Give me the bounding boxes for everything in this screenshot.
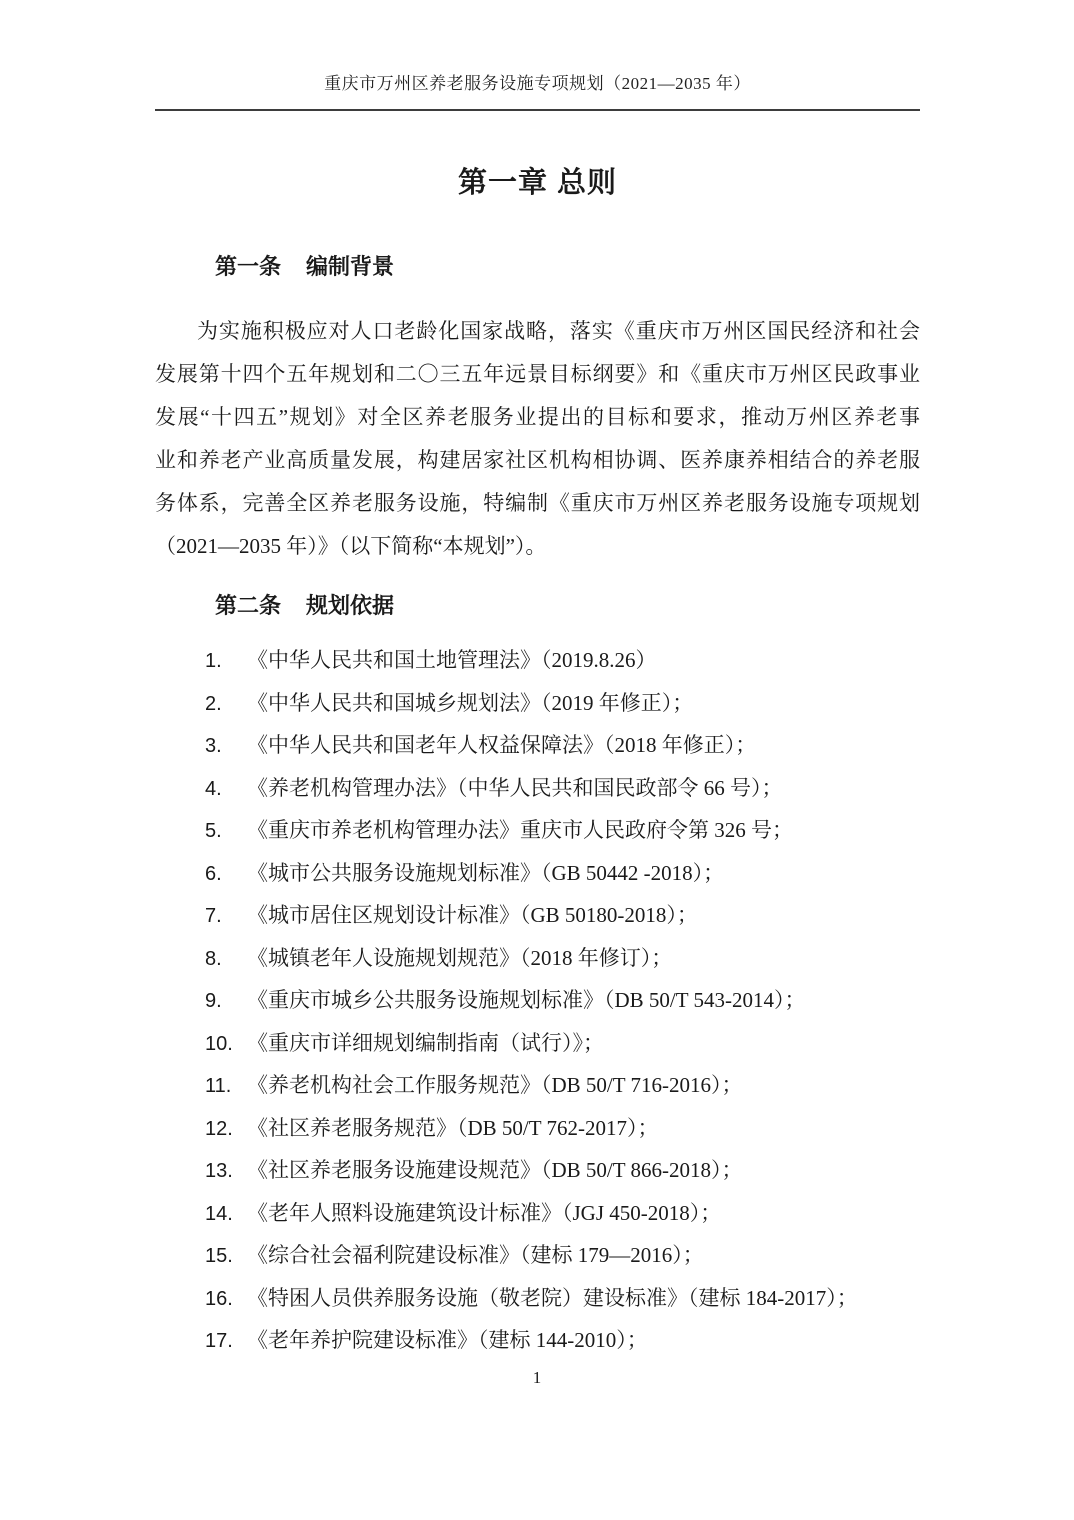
list-item-number: 9. xyxy=(205,990,222,1012)
list-item xyxy=(155,1064,920,1107)
reference-list xyxy=(155,639,920,1362)
list-item-text: 《养老机构管理办法》（中华人民共和国民政部令 66 号）； xyxy=(247,775,783,800)
list-item-number: 3. xyxy=(205,735,222,757)
list-item xyxy=(155,767,920,810)
running-header xyxy=(155,72,920,111)
list-item xyxy=(155,724,920,767)
page-number: 1 xyxy=(532,1368,542,1387)
article-number: 第一条 xyxy=(215,254,282,279)
list-item-text: 《中华人民共和国城乡规划法》（2019 年修正）； xyxy=(247,690,694,715)
list-item-number: 17. xyxy=(205,1330,233,1352)
list-item xyxy=(155,1107,920,1150)
paragraph-line: 业和养老产业高质量发展，构建居家社区机构相协调、医养康养相结合的养老服 xyxy=(155,448,920,472)
list-item xyxy=(155,1149,920,1192)
list-item xyxy=(155,979,920,1022)
list-item-number: 4. xyxy=(205,777,222,800)
list-item-text: 《特困人员供养服务设施（敬老院）建设标准》（建标 184-2017）； xyxy=(247,1285,858,1310)
list-item-number: 10. xyxy=(205,1032,233,1055)
list-item-text: 《养老机构社会工作服务规范》（DB 50/T 716-2016）； xyxy=(247,1073,743,1097)
list-item-number: 8. xyxy=(205,947,222,970)
paragraph-line: （2021—2035 年）》（以下简称“本规划”）。 xyxy=(155,534,547,558)
list-item-number: 2. xyxy=(205,692,222,715)
list-item-text: 《老年养护院建设标准》（建标 144-2010）； xyxy=(247,1328,648,1352)
list-item-text: 《老年人照料设施建筑设计标准》（JGJ 450-2018）； xyxy=(247,1200,722,1225)
list-item-text: 《重庆市详细规划编制指南（试行）》； xyxy=(247,1030,604,1055)
article-number: 第二条 xyxy=(215,593,282,618)
list-item xyxy=(155,1192,920,1235)
paragraph-line: 务体系，完善全区养老服务设施，特编制《重庆市万州区养老服务设施专项规划 xyxy=(155,491,920,515)
list-item-text: 《中华人民共和国老年人权益保障法》（2018 年修正）； xyxy=(247,733,757,757)
header-rule xyxy=(155,109,920,111)
chapter-title: 第一章 总则 xyxy=(457,167,618,199)
list-item-text: 《综合社会福利院建设标准》（建标 179—2016）； xyxy=(247,1243,704,1267)
list-item xyxy=(155,1277,920,1320)
list-item-text: 《城市居住区规划设计标准》（GB 50180-2018）； xyxy=(247,903,698,927)
list-item-text: 《重庆市城乡公共服务设施规划标准》（DB 50/T 543-2014）； xyxy=(247,988,806,1012)
list-item-number: 5. xyxy=(205,820,222,842)
list-item xyxy=(155,1234,920,1277)
paragraph-line: 发展第十四个五年规划和二〇三五年远景目标纲要》和《重庆市万州区民政事业 xyxy=(155,362,920,386)
article-title: 编制背景 xyxy=(306,254,395,279)
list-item-text: 《社区养老服务规范》（DB 50/T 762-2017）； xyxy=(247,1115,659,1140)
header-title: 重庆市万州区养老服务设施专项规划（2021—2035 年） xyxy=(324,74,751,93)
article-title: 规划依据 xyxy=(306,593,395,618)
list-item-number: 7. xyxy=(205,905,222,927)
article-heading-basis xyxy=(215,591,920,621)
paragraph-line: 发展“十四五”规划》对全区养老服务业提出的目标和要求，推动万州区养老事 xyxy=(155,405,920,429)
list-item-number: 1. xyxy=(205,650,222,672)
list-item xyxy=(155,937,920,980)
list-item-number: 14. xyxy=(205,1202,233,1225)
list-item xyxy=(155,1319,920,1362)
list-item-number: 11. xyxy=(205,1075,232,1097)
list-item-text: 《城市公共服务设施规划标准》（GB 50442 -2018）； xyxy=(247,860,725,885)
article-heading-background xyxy=(215,252,920,282)
list-item-number: 6. xyxy=(205,862,222,885)
list-item xyxy=(155,809,920,852)
list-item-number: 13. xyxy=(205,1160,233,1182)
list-item-text: 《中华人民共和国土地管理法》（2019.8.26） xyxy=(247,648,657,672)
list-item-text: 《社区养老服务设施建设规范》（DB 50/T 866-2018）； xyxy=(247,1158,743,1182)
list-item-number: 15. xyxy=(205,1245,233,1267)
list-item xyxy=(155,1022,920,1065)
list-item-number: 16. xyxy=(205,1287,233,1310)
list-item xyxy=(155,682,920,725)
list-item xyxy=(155,852,920,895)
background-paragraph xyxy=(155,310,920,568)
list-item-text: 《城镇老年人设施规划规范》（2018 年修订）； xyxy=(247,945,673,970)
list-item-text: 《重庆市养老机构管理办法》重庆市人民政府令第 326 号； xyxy=(247,818,793,842)
paragraph-line: 为实施积极应对人口老龄化国家战略，落实《重庆市万州区国民经济和社会 xyxy=(197,319,920,343)
list-item-number: 12. xyxy=(205,1117,233,1140)
list-item xyxy=(155,894,920,937)
list-item xyxy=(155,639,920,682)
